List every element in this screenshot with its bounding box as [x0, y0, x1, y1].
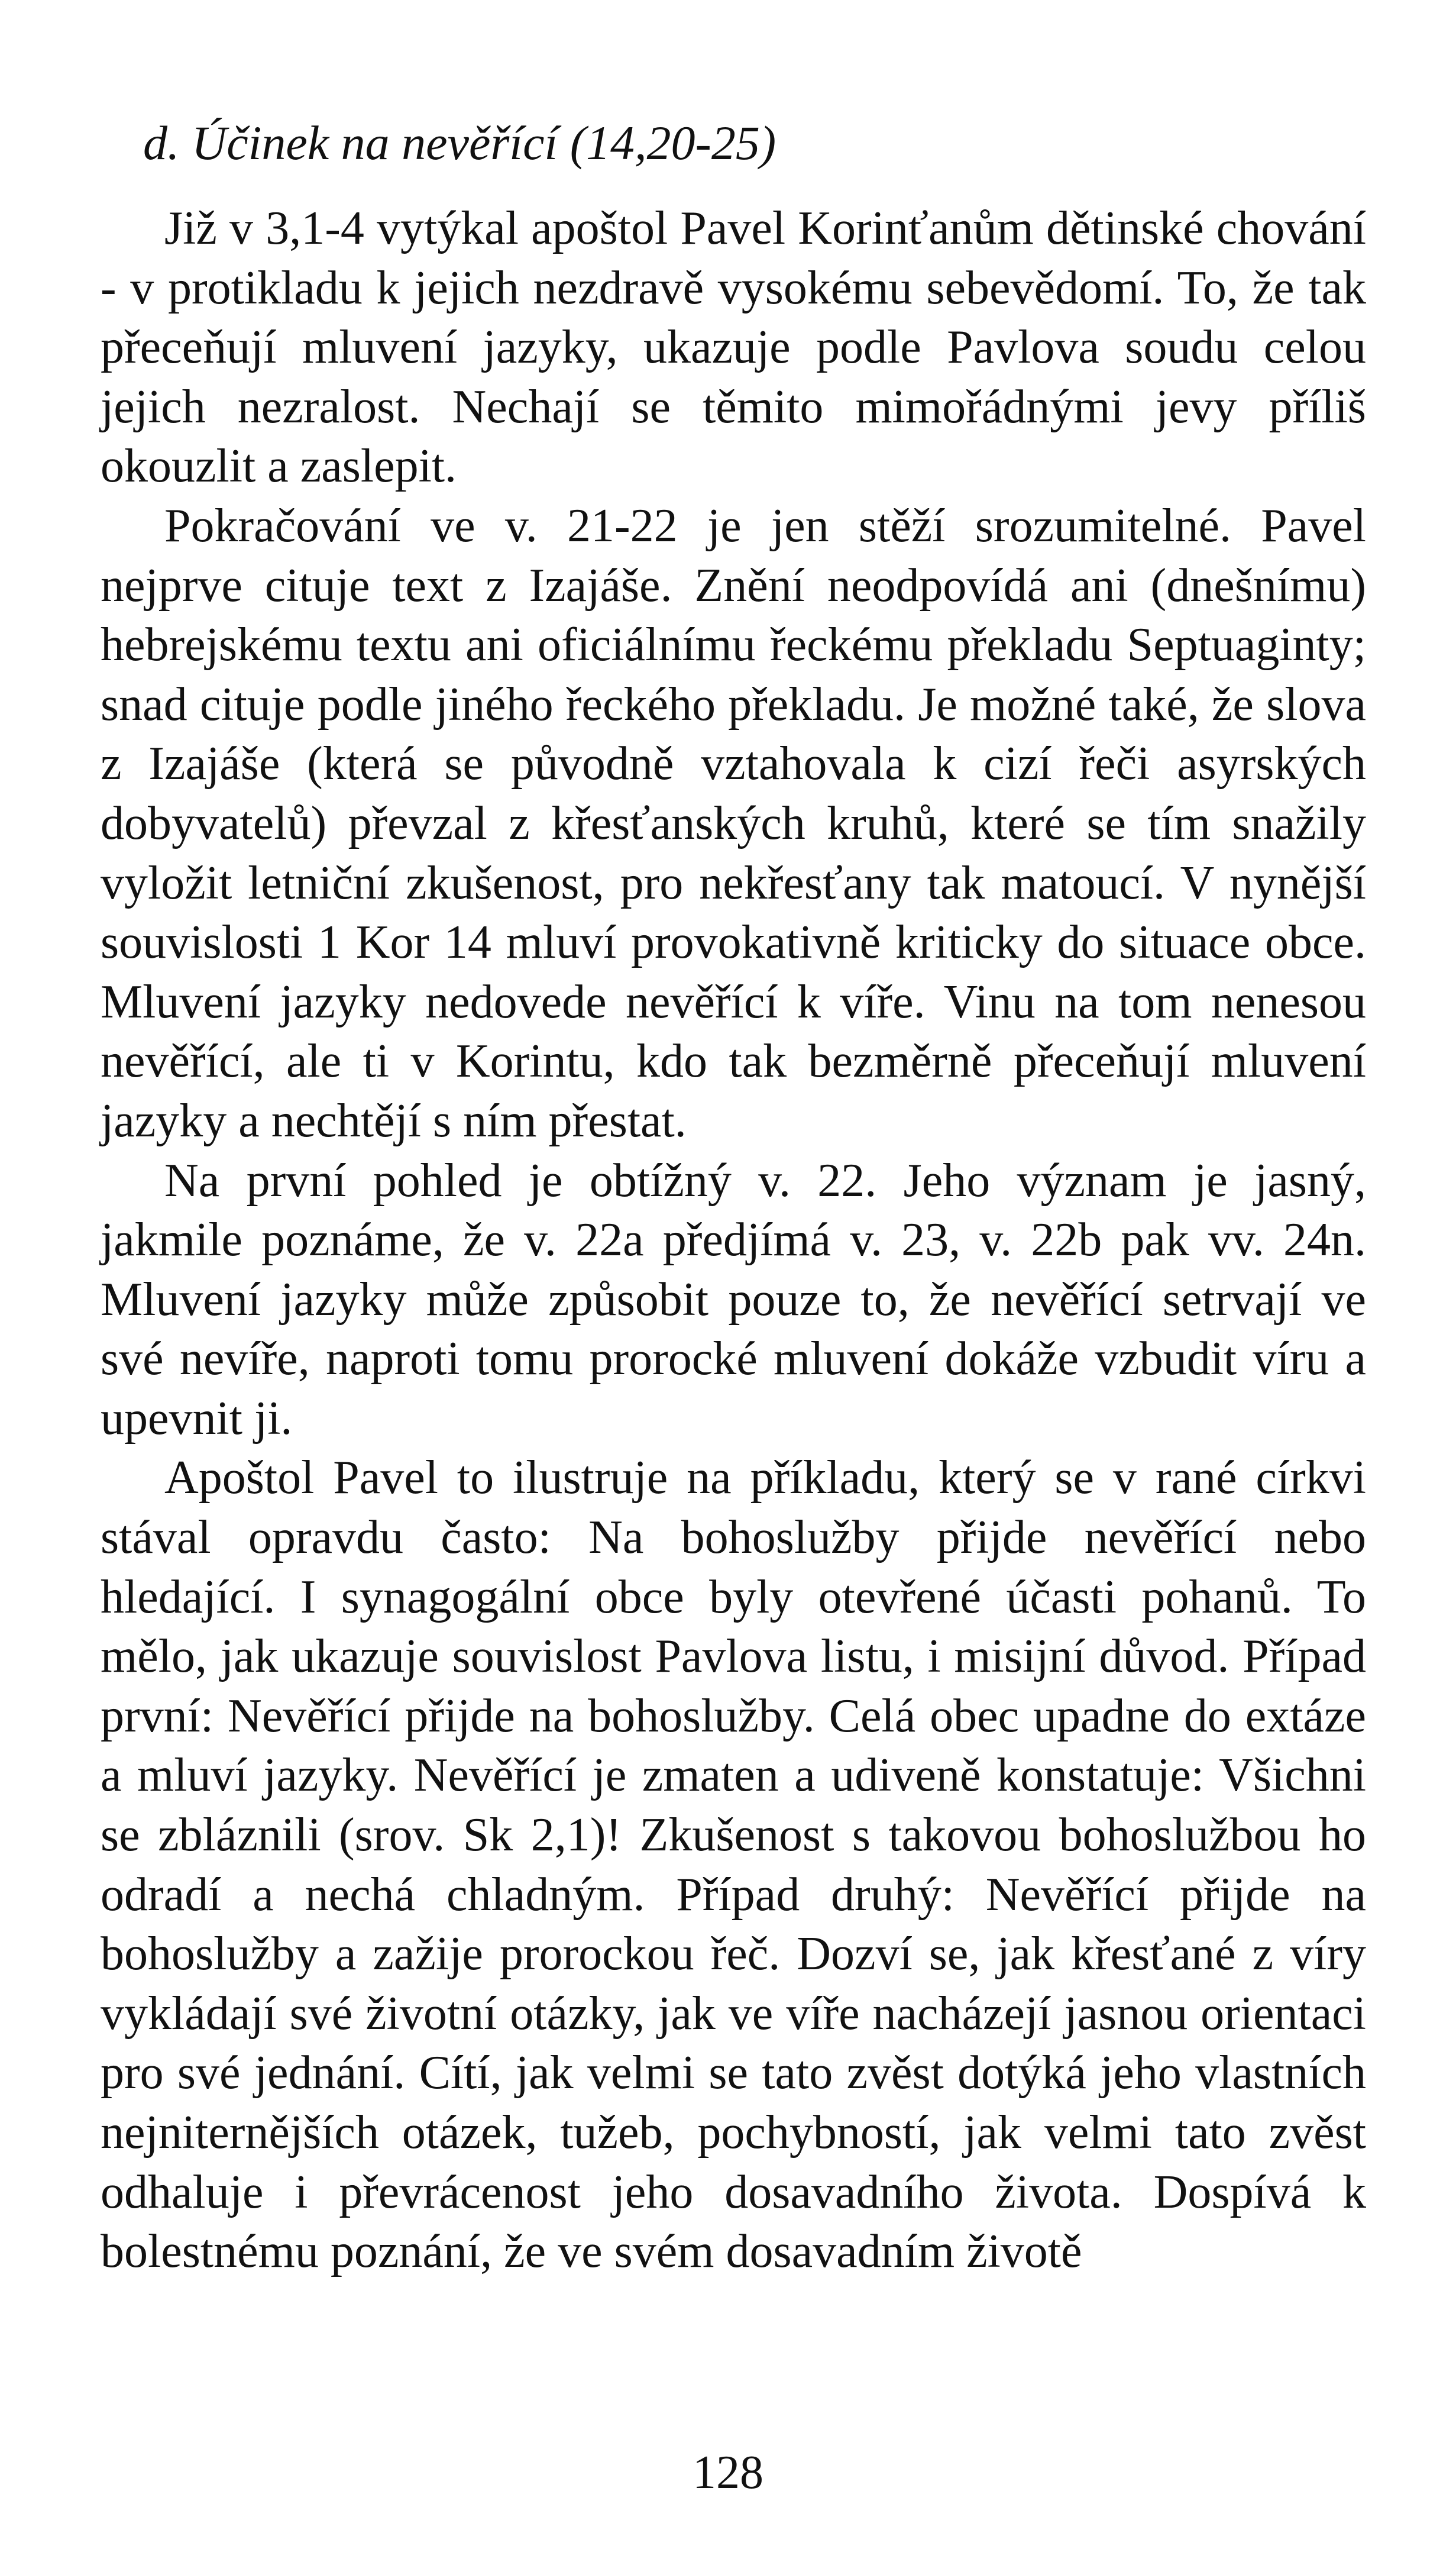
page-content	[101, 112, 1366, 2282]
page-number: 128	[693, 2447, 763, 2499]
paragraph-3: Na první pohled je obtížný v. 22. Jeho význam je jasný, jakmile poznáme, že v. 22a předjímá v. 23, v. 22b pak vv. 24n. Mluvení jazyky může způsobit pouze to, že nevěřící setrvají ve své nevíře, naproti tomu prorocké mluvení dokáže vzbudit víru a upevnit ji.	[101, 1154, 1366, 1445]
paragraph-2: Pokračování ve v. 21-22 je jen stěží srozumitelné. Pavel nejprve cituje text z Izajáše. Znění neodpovídá ani (dnešnímu) hebrejskému textu ani oficiálnímu řeckému překladu Septuaginty; snad cituje podle jiného řeckého překladu. Je možné také, že slova z Izajáše (která se původně vztahovala k cizí řeči asyrských dobyvatelů) převzal z křesťanských kruhů, které se tím snažily vyložit letniční zkušenost, pro nekřesťany tak matoucí. V nynější souvislosti 1 Kor 14 mluví provokativně kriticky do situace obce. Mluvení jazyky nedovede nevěřící k víře. Vinu na tom nenesou nevěřící, ale ti v Korintu, kdo tak bezměrně přeceňují mluvení jazyky a nechtějí s ním přestat.	[101, 499, 1366, 1147]
paragraph-4: Apoštol Pavel to ilustruje na příkladu, který se v rané církvi stával opravdu často: Na bohoslužby přijde nevěřící nebo hledající. I synagogální obce byly otevřené účasti pohanů. To mělo, jak ukazuje souvislost Pavlova listu, i misijní důvod. Případ první: Nevěřící přijde na bohoslužby. Celá obec upadne do extáze a mluví jazyky. Nevěřící je zmaten a udiveně konstatuje: Všichni se zbláznili (srov. Sk 2,1)! Zkušenost s takovou bohoslužbou ho odradí a nechá chladným. Případ druhý: Nevěřící přijde na bohoslužby a zažije prorockou řeč. Dozví se, jak křesťané z víry vykládají své životní otázky, jak ve víře nacházejí jasnou orientaci pro své jednání. Cítí, jak velmi se tato zvěst dotýká jeho vlastních nejniternějších otázek, tužeb, pochybností, jak velmi tato zvěst odhaluje i převrácenost jeho dosavadního života. Dospívá k bolestnému poznání, že ve svém dosavadním životě	[101, 1452, 1366, 2278]
section-heading: d. Účinek na nevěřící (14,20-25)	[143, 116, 776, 170]
paragraph-1: Již v 3,1-4 vytýkal apoštol Pavel Korinťanům dětinské chování - v protikladu k jejich nezdravě vysokému sebevědomí. To, že tak přeceňují mluvení jazyky, ukazuje podle Pavlova soudu celou jejich nezralost. Nechají se těmito mimořádnými jevy příliš okouzlit a zaslepit.	[101, 202, 1366, 493]
